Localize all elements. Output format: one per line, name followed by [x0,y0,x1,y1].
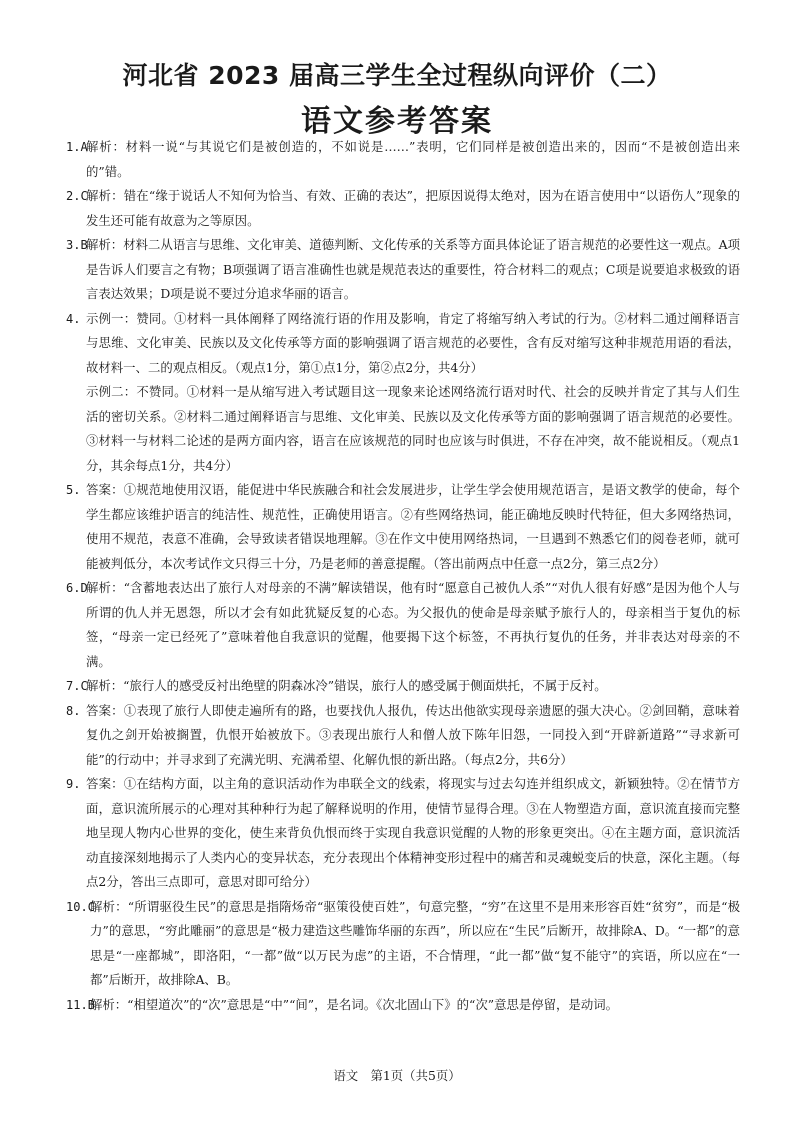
answer-text-example-1: 示例一：赞同。①材料一具体阐释了网络流行语的作用及影响，肯定了将缩写纳入考试的行为。②材料二通过阐释语言与思维、文化审美、民族以及文化传承等方面的影响强调了语言规范的必要性，含有反对缩写这种非规范用语的看法，故材料一、二的观点相反。（观点1分，第①点1分，第②点2分，共4分） [86,310,740,375]
answer-number: 4. [66,311,81,326]
answer-number: 3.B [66,238,88,252]
answer-item-11 [60,993,740,1018]
answer-item-4 [60,307,740,479]
answer-list [60,135,740,1017]
answer-item-2 [60,184,740,233]
answer-item-6 [60,576,740,674]
answer-text-example-2: 示例二：不赞同。①材料一是从缩写进入考试题目这一现象来论述网络流行语对时代、社会的反映并肯定了其与人们生活的密切关系。②材料二通过阐释语言与思维、文化审美、民族以及文化传承等方面的影响强调了语言规范的必要性。③材料一与材料二论述的是两方面内容，语言在应该规范的同时也应该与时俱进，不存在冲突，故不能说相反。（观点1分，其余每点1分，共4分） [86,384,740,473]
page-footer: 语文 第1页（共5页） [333,1068,461,1083]
answer-text: 答案：①表现了旅行人即使走遍所有的路，也要找仇人报仇，传达出他欲实现母亲遗愿的强大决心。②剑回鞘，意味着复仇之剑开始被搁置，仇恨开始被放下。③表现出旅行人和僧人放下陈年旧怨，一同投入到“开辟新道路”“寻求新可能”的行动中；并寻求到了充满光明、充满希望、化解仇恨的新出路。（每点2分，共6分） [86,702,740,767]
answer-number: 10.C [66,899,95,914]
answer-number: 2.C [66,189,88,203]
answer-item-9 [60,772,740,895]
answer-number: 6.D [66,581,88,595]
answer-text: 答案：①规范地使用汉语，能促进中华民族融合和社会发展进步，让学生学会使用规范语言，是语文教学的使命，每个学生都应该维护语言的纯洁性、规范性，正确使用语言。②有些网络热词，能正确地反映时代特征，但大多网络热词，使用不规范，表意不准确，会导致读者错误地理解。③在作文中使用网络热词，一旦遇到不熟悉它们的阅卷老师，就可能被判低分，本次考试作文只得三十分，乃是老师的善意提醒。（答出前两点中任意一点2分，第三点2分） [86,482,740,571]
answer-number: 8. [66,703,81,718]
answer-text: 解析：“所谓驱役生民”的意思是指隋炀帝“驱策役使百姓”，句意完整，“穷”在这里不是用来形容百姓“贫穷”，而是“极力”的意思，“穷此雕丽”的意思是“极力建造这些雕饰华丽的东西”，所以应在“生民”后断开，故排除A、D。“一都”的意思是“一座都城”，即洛阳，“一都”做“以万民为虑”的主语，不合情理，“此一都”做“复不能守”的宾语，所以应在“一都”后断开，故排除A、B。 [90,898,740,987]
answer-item-1 [60,135,740,184]
answer-item-5 [60,478,740,576]
answer-text: 解析：材料二从语言与思维、文化审美、道德判断、文化传承的关系等方面具体论证了语言规范的必要性这一观点。A项是告诉人们要言之有物；B项强调了语言准确性也就是规范表达的重要性，符合材料二的观点；C项是说要追求极致的语言表达效果；D项是说不要过分追求华丽的语言。 [86,237,740,301]
answer-text: 解析：“含蓄地表达出了旅行人对母亲的不满”解读错误，他有时“愿意自己被仇人杀”“对仇人很有好感”是因为他个人与所谓的仇人并无恩怨，所以才会有如此犹疑反复的心态。为父报仇的使命是母亲赋予旅行人的，母亲相当于复仇的标签，“母亲一定已经死了”意味着他自我意识的觉醒，他要揭下这个标签，不再执行复仇的任务，并非表达对母亲的不满。 [86,580,740,669]
answer-text: 解析：“相望道次”的“次”意思是“中”“间”，是名词。《次北固山下》的“次”意思是停留，是动词。 [90,996,618,1012]
answer-number: 1.A [66,140,88,154]
answer-item-7 [60,674,740,699]
answer-number: 7.C [66,679,88,693]
answer-text: 解析：“旅行人的感受反衬出绝壁的阴森冰冷”错误，旅行人的感受属于侧面烘托，不属于反衬。 [86,678,607,693]
answer-item-10 [60,895,740,993]
answer-number: 9. [66,777,81,791]
answer-text: 解析：材料一说“与其说它们是被创造的，不如说是……”表明，它们同样是被创造出来的，因而“不是被创造出来的”错。 [86,139,740,179]
answer-item-8 [60,699,740,773]
answer-number: 11.B [66,997,95,1012]
page-subtitle: 语文参考答案 [301,104,493,139]
answer-number: 5. [66,483,81,497]
answer-item-3 [60,233,740,307]
answer-text: 答案：①在结构方面，以主角的意识活动作为串联全文的线索，将现实与过去勾连并组织成文，新颖独特。②在情节方面，意识流所展示的心理对其种种行为起了解释说明的作用，使情节显得合理。③在人物塑造方面，意识流直接而完整地呈现人物内心世界的变化，使生来背负仇恨而终于实现自我意识觉醒的人物的形象更突出。④在主题方面，意识流活动直接深刻地揭示了人类内心的变异状态，充分表现出个体精神变形过程中的痛苦和灵魂蜕变后的快意，深化主题。（每点2分，答出三点即可，意思对即可给分） [86,776,740,889]
answer-text: 解析：错在“缘于说话人不知何为恰当、有效、正确的表达”，把原因说得太绝对，因为在语言使用中“以语伤人”现象的发生还可能有故意为之等原因。 [86,188,740,228]
page-title: 河北省 2023 届高三学生全过程纵向评价（二） [122,61,672,90]
